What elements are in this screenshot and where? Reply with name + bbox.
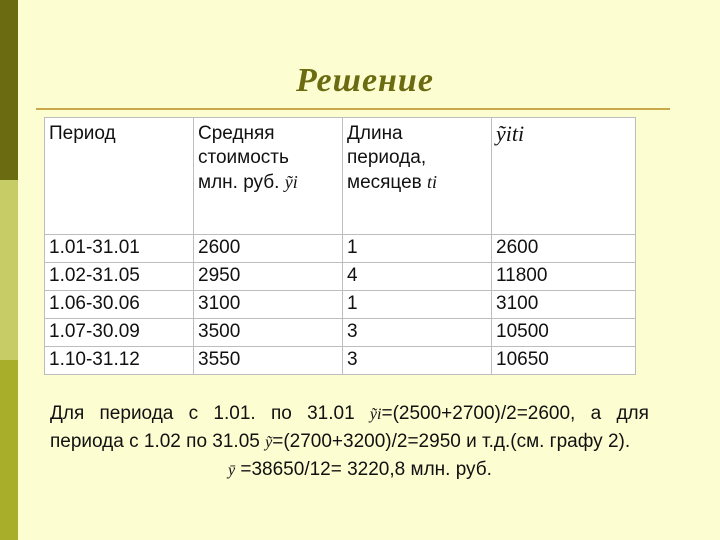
header-length	[343, 118, 492, 235]
cell-product: 10500	[492, 319, 636, 347]
cell-cost: 2950	[194, 263, 343, 291]
table-row	[45, 319, 636, 347]
explanation-line-2-start: периода с 1.02 по 31.05	[50, 431, 260, 452]
header-avg-cost-unit: млн. руб.	[198, 172, 280, 193]
explanation-line-2	[50, 428, 680, 456]
cell-months: 3	[343, 347, 492, 375]
header-length-line1: Длина	[347, 123, 403, 144]
title-divider	[36, 108, 670, 110]
explanation-text	[50, 400, 680, 484]
cell-product: 2600	[492, 235, 636, 263]
cell-cost: 2600	[194, 235, 343, 263]
cell-cost: 3550	[194, 347, 343, 375]
cell-cost: 3500	[194, 319, 343, 347]
decor-bar-bottom	[0, 360, 18, 540]
header-avg-cost-symbol: ỹi	[284, 172, 298, 192]
data-table-container	[44, 117, 636, 375]
cell-months: 1	[343, 235, 492, 263]
slide-title: Решение	[296, 62, 434, 99]
cell-period: 1.01-31.01	[45, 235, 194, 263]
explanation-line-2-end: =(2700+3200)/2=2950 и т.д.(см. графу 2).	[272, 431, 631, 452]
explanation-line-1	[50, 400, 680, 428]
table-row	[45, 235, 636, 263]
cell-period: 1.02-31.05	[45, 263, 194, 291]
header-avg-cost	[194, 118, 343, 235]
table-row	[45, 347, 636, 375]
cell-months: 4	[343, 263, 492, 291]
cell-period: 1.07-30.09	[45, 319, 194, 347]
cell-months: 3	[343, 319, 492, 347]
table-row	[45, 263, 636, 291]
header-length-symbol: ti	[427, 172, 438, 192]
table-row	[45, 291, 636, 319]
header-avg-cost-line3	[198, 170, 338, 195]
cell-period: 1.06-30.06	[45, 291, 194, 319]
cell-cost: 3100	[194, 291, 343, 319]
header-period-label: Период	[49, 123, 116, 144]
decor-bar-top	[0, 0, 18, 180]
explanation-line-1-end: =(2500+2700)/2=2600, а для	[381, 403, 649, 424]
header-product	[492, 118, 636, 235]
decor-bar-middle	[0, 180, 18, 360]
cell-product: 11800	[492, 263, 636, 291]
cell-period: 1.10-31.12	[45, 347, 194, 375]
explanation-line-1-start: Для периода с 1.01. по 31.01	[50, 403, 355, 424]
mean-symbol: ȳ	[228, 462, 236, 479]
cell-product: 3100	[492, 291, 636, 319]
header-length-line2: периода,	[347, 147, 427, 168]
header-product-symbol: ỹiti	[496, 121, 525, 146]
header-length-line3	[347, 170, 487, 195]
result-value: =38650/12= 3220,8 млн. руб.	[240, 459, 492, 480]
cell-product: 10650	[492, 347, 636, 375]
formula-symbol: ỹi	[369, 406, 382, 423]
header-avg-cost-line1: Средняя	[198, 123, 275, 144]
header-length-unit: месяцев	[347, 172, 422, 193]
cell-months: 1	[343, 291, 492, 319]
header-period	[45, 118, 194, 235]
table-header-row	[45, 118, 636, 235]
result-line	[50, 456, 680, 484]
data-table	[44, 117, 636, 375]
header-avg-cost-line2: стоимость	[198, 147, 289, 168]
formula-symbol: ỹ	[265, 434, 273, 451]
